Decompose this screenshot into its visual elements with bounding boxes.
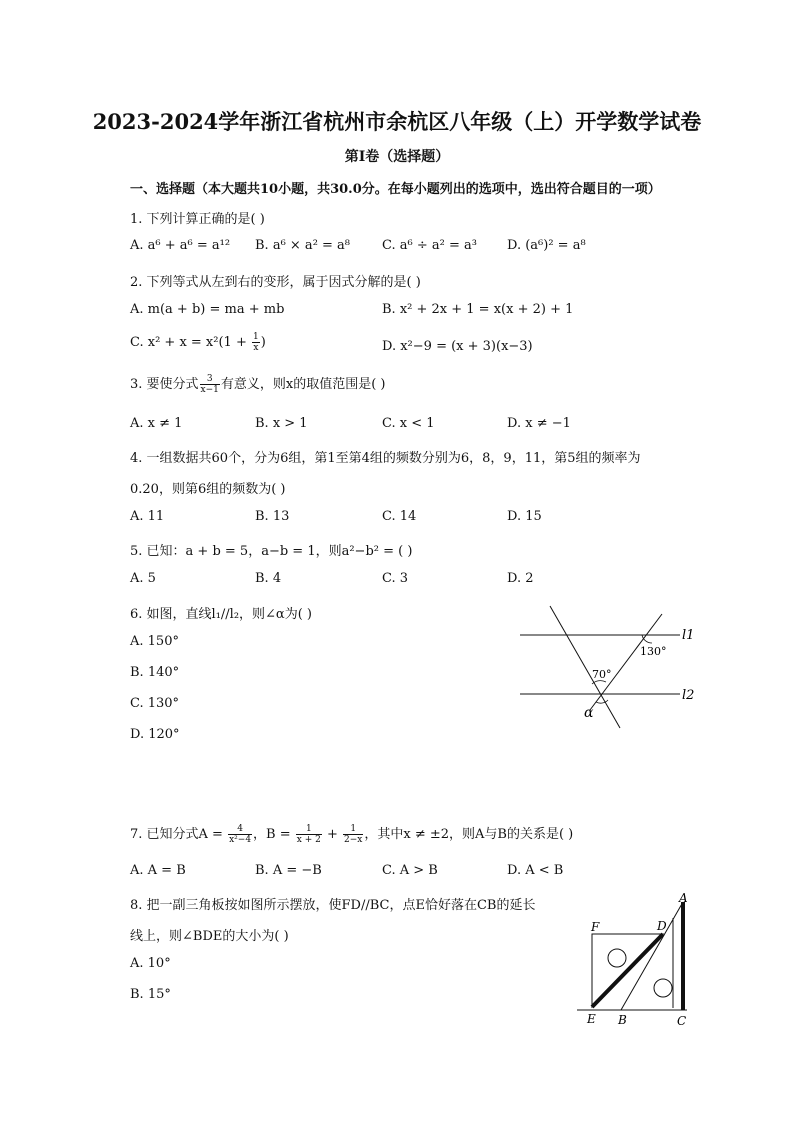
- parallel-lines-figure: [512, 598, 702, 733]
- q6-option-b: B. 140°: [130, 665, 180, 680]
- question-1-stem: 1. 下列计算正确的是( ): [130, 212, 265, 227]
- label-l1: l1: [682, 628, 695, 643]
- question-8-line-1: 8. 把一副三角板按如图所示摆放，使FD//BC，点E恰好落在CB的延长: [130, 898, 536, 913]
- question-8-line-2: 线上，则∠BDE的大小为( ): [130, 929, 289, 944]
- q3-option-c: C. x < 1: [382, 416, 435, 431]
- q8-option-a: A. 10°: [130, 956, 171, 971]
- q4-option-d: D. 15: [507, 509, 542, 524]
- question-6-stem: 6. 如图，直线l₁//l₂，则∠α为( ): [130, 607, 312, 622]
- q5-option-b: B. 4: [255, 571, 282, 586]
- q2-option-d: D. x²−9 = (x + 3)(x−3): [382, 339, 533, 354]
- q6-option-c: C. 130°: [130, 696, 180, 711]
- question-4-line-2: 0.20，则第6组的频数为( ): [130, 482, 286, 497]
- page-title: 2023-2024学年浙江省杭州市余杭区八年级（上）开学数学试卷: [92, 109, 702, 134]
- q5-option-a: A. 5: [130, 571, 156, 586]
- q2-option-b: B. x² + 2x + 1 = x(x + 2) + 1: [382, 302, 574, 317]
- q2-option-c: C. x² + x = x²(1 + $\frac{1}{x}$ ): [130, 332, 266, 353]
- fraction: $\frac{1}{2-x}$: [344, 824, 363, 845]
- label-point-a: A: [679, 891, 688, 905]
- q5-option-c: C. 3: [382, 571, 409, 586]
- label-point-f: F: [591, 920, 600, 934]
- label-l2: l2: [682, 688, 695, 703]
- question-2-stem: 2. 下列等式从左到右的变形，属于因式分解的是( ): [130, 275, 421, 290]
- q4-option-b: B. 13: [255, 509, 290, 524]
- question-5-stem: 5. 已知：a + b = 5，a−b = 1，则a²−b² = ( ): [130, 544, 413, 559]
- q1-option-c: C. a⁶ ÷ a² = a³: [382, 238, 477, 253]
- label-130-degrees: 130°: [640, 645, 667, 658]
- q1-option-a: A. a⁶ + a⁶ = a¹²: [130, 238, 231, 253]
- section-instructions: 一、选择题（本大题共10小题，共30.0分。在每小题列出的选项中，选出符合题目的一项）: [130, 182, 661, 197]
- section-subtitle: 第I卷（选择题）: [344, 149, 450, 165]
- triangle-rulers-figure: [575, 890, 700, 1030]
- q6-option-d: D. 120°: [130, 727, 180, 742]
- q7-option-c: C. A > B: [382, 863, 438, 878]
- fraction: $\frac{3}{x-1}$: [200, 374, 219, 395]
- q3-option-a: A. x ≠ 1: [130, 416, 183, 431]
- question-4-line-1: 4. 一组数据共60个，分为6组，第1至第4组的频数分别为6，8，9，11，第5组的频率为: [130, 451, 641, 466]
- label-alpha: α: [584, 705, 594, 721]
- q1-option-d: D. (a⁶)² = a⁸: [507, 238, 586, 253]
- fraction: $\frac{1}{x + 2}$: [296, 824, 321, 845]
- q7-option-d: D. A < B: [507, 863, 564, 878]
- fraction: $\frac{4}{\text{x²−4}}$: [229, 824, 252, 845]
- fraction: $\frac{1}{x}$: [252, 332, 259, 353]
- q6-option-a: A. 150°: [130, 634, 179, 649]
- q3-option-b: B. x > 1: [255, 416, 308, 431]
- q4-option-a: A. 11: [130, 509, 165, 524]
- label-point-e: E: [587, 1012, 596, 1026]
- q8-option-b: B. 15°: [130, 987, 171, 1002]
- label-point-d: D: [657, 919, 667, 933]
- q2-option-a: A. m(a + b) = ma + mb: [130, 302, 285, 317]
- label-70-degrees: 70°: [592, 668, 612, 681]
- q7-option-b: B. A = −B: [255, 863, 322, 878]
- label-point-c: C: [677, 1014, 687, 1028]
- q3-option-d: D. x ≠ −1: [507, 416, 571, 431]
- question-3-stem: 3. 要使分式 $\frac{3}{x-1}$ 有意义，则x的取值范围是( ): [130, 374, 386, 395]
- q5-option-d: D. 2: [507, 571, 534, 586]
- label-point-b: B: [618, 1013, 627, 1027]
- q1-option-b: B. a⁶ × a² = a⁸: [255, 238, 351, 253]
- question-7-stem: 7. 已知分式A = $\frac{4}{\text{x²−4}}$ ，B = $\frac{1}{x + 2}$ + $\frac{1}{2-x}$ ，其中x ≠ ±2，则A与B的关系是( ): [130, 824, 574, 845]
- q4-option-c: C. 14: [382, 509, 417, 524]
- q7-option-a: A. A = B: [130, 863, 186, 878]
